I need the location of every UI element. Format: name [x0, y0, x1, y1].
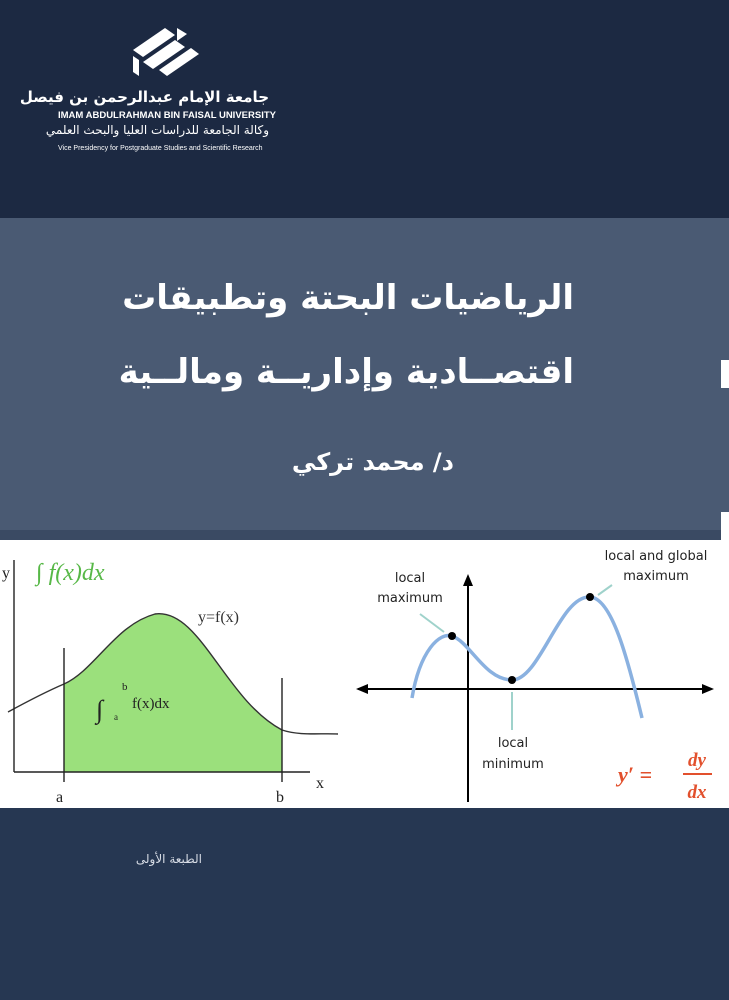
tick-b: b: [276, 789, 284, 806]
local-min-label-line-2: minimum: [482, 757, 544, 772]
author-name: د/ محمد تركي: [291, 448, 454, 476]
indefinite-integral-formula: ∫ f(x)dx: [36, 560, 105, 586]
derivative-numerator: dy: [688, 750, 706, 771]
vice-presidency-english: Vice Presidency for Postgraduate Studies and Scientific Research: [58, 145, 263, 152]
area-under-curve: [64, 614, 282, 772]
university-name-english: IMAM ABDULRAHMAN BIN FAISAL UNIVERSITY: [58, 110, 276, 121]
local-max-label-line-1: local: [394, 571, 426, 586]
local-max-point: [448, 632, 456, 640]
x-axis-label: x: [316, 775, 324, 792]
derivative-figure: [356, 549, 714, 803]
vice-presidency-arabic: وكالة الجامعة للدراسات العليا والبحث العلمي: [45, 123, 269, 137]
page-edge: [721, 512, 729, 542]
illustration-svg: [0, 540, 729, 808]
local-max-label-line-2: maximum: [377, 591, 443, 606]
derivative-formula-lhs: y′ =: [618, 762, 652, 787]
derivative-denominator: dx: [687, 782, 707, 803]
pointer-global-max: [598, 585, 612, 595]
axis-arrow-right-icon: [702, 684, 714, 694]
edition-label: الطبعة الأولى: [135, 852, 202, 866]
curve-label: y=f(x): [198, 609, 240, 626]
university-logo-icon: [125, 20, 205, 85]
local-min-label-line-1: local: [497, 736, 529, 751]
extrema-curve: [412, 597, 642, 718]
tick-a: a: [56, 789, 64, 806]
lower-limit: a: [114, 712, 118, 722]
header-band: [0, 0, 729, 218]
illustration-panel: [0, 540, 729, 808]
integral-figure: [2, 560, 338, 806]
university-name-arabic: جامعة الإمام عبدالرحمن بن فيصل: [19, 88, 269, 106]
book-title-line-1: الرياضيات البحتة وتطبيقات: [122, 278, 574, 318]
definite-integral-text: f(x)dx: [132, 696, 170, 712]
global-max-label-line-2: maximum: [623, 569, 689, 584]
page-edge: [721, 360, 729, 388]
local-min-point: [508, 676, 516, 684]
footer-band: [0, 808, 729, 1000]
axis-arrow-up-icon: [463, 574, 473, 586]
pointer-local-max: [420, 614, 444, 632]
axis-arrow-left-icon: [356, 684, 368, 694]
global-max-point: [586, 593, 594, 601]
upper-limit: b: [122, 681, 128, 693]
global-max-label-line-1: local and global: [604, 549, 708, 564]
y-axis-label: y: [2, 565, 10, 582]
integral-sign-icon: ∫: [96, 695, 104, 724]
book-title-line-2: اقتصــادية وإداريــة ومالــية: [118, 352, 574, 392]
